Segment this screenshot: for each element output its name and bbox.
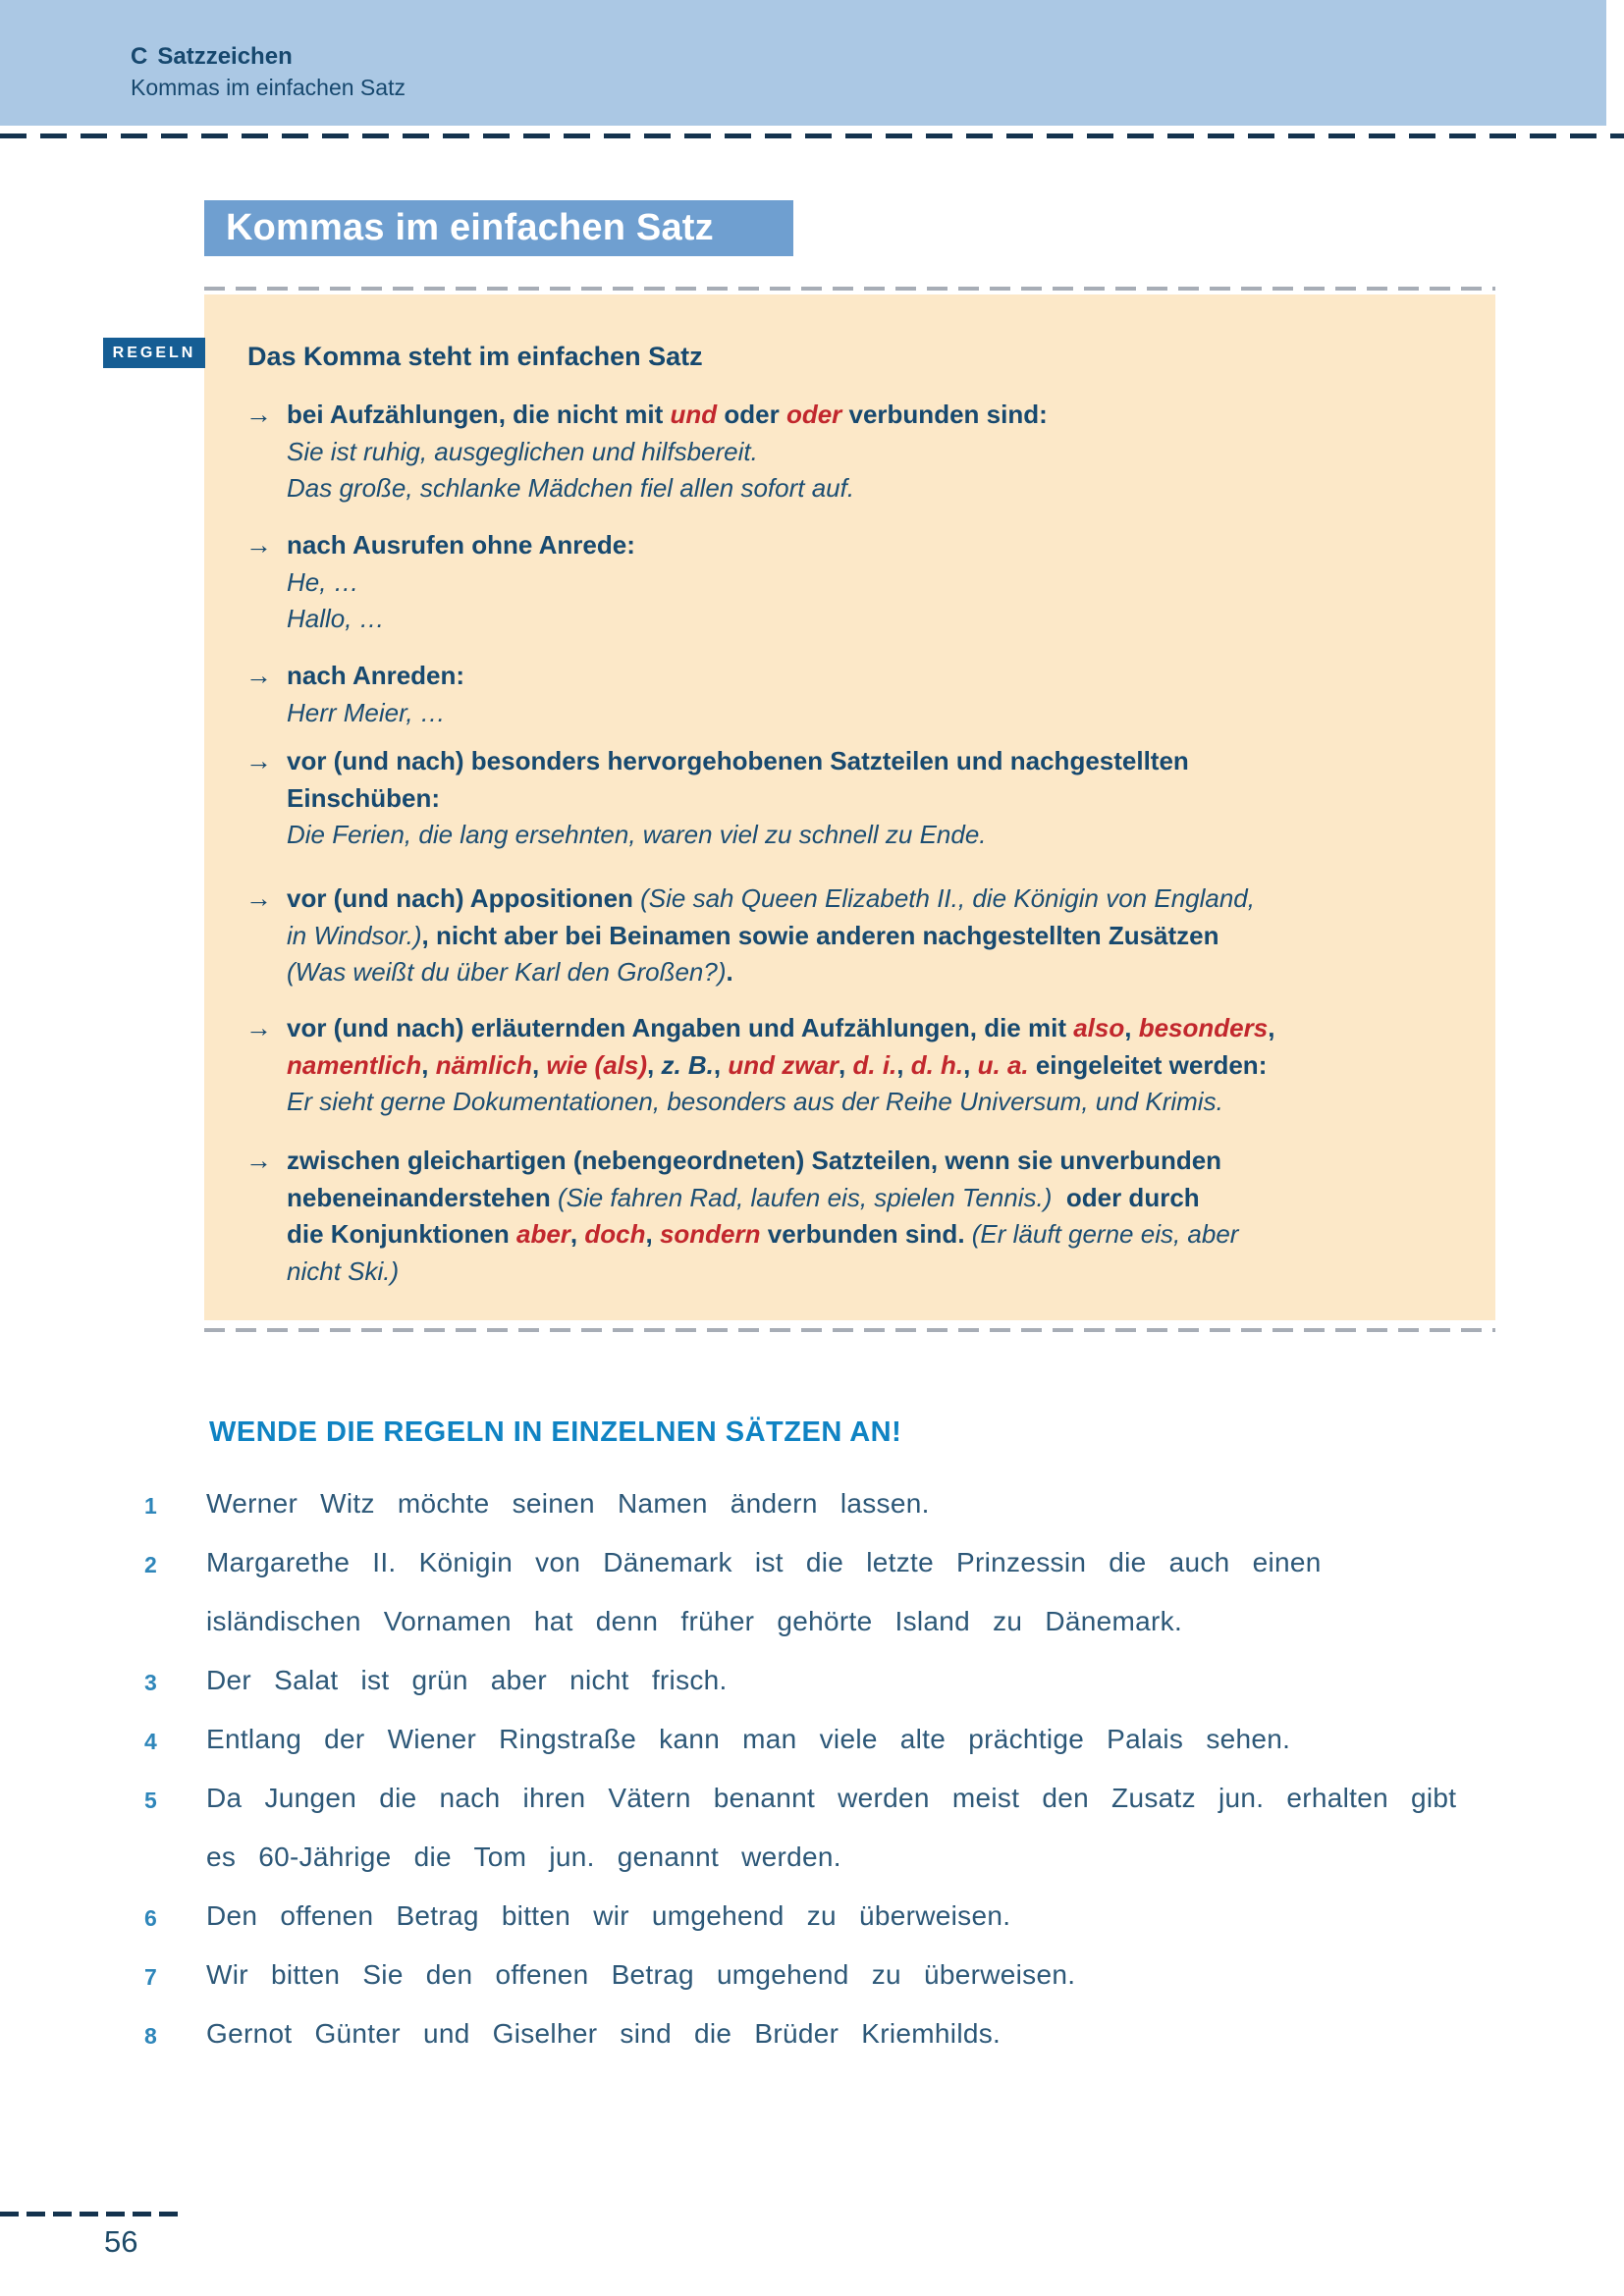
- rule-4-line-2: [287, 781, 440, 815]
- rule-text-segment: und zwar: [728, 1049, 839, 1080]
- rule-text-segment: ,: [647, 1049, 662, 1080]
- header-dashed-rule: [0, 133, 1624, 138]
- rule-text-segment: ,: [963, 1049, 978, 1080]
- rule-text-segment: besonders: [1138, 1013, 1269, 1042]
- rule-7-line-4: [287, 1255, 399, 1288]
- arrow-right-icon: →: [245, 1146, 272, 1175]
- rule-text-segment: .: [726, 957, 733, 987]
- rule-5-line-3: [287, 955, 733, 988]
- rule-text-segment: oder durch: [1052, 1182, 1200, 1212]
- rule-text-segment: ,: [1268, 1013, 1275, 1042]
- rule-3-line-1: [287, 659, 464, 692]
- rule-text-segment: wie (als): [546, 1049, 647, 1080]
- rule-text-segment: Hallo, …: [287, 604, 385, 633]
- rule-5-line-2: [287, 919, 1219, 952]
- rule-text-segment: Herr Meier, …: [287, 697, 446, 727]
- chapter-letter: C: [131, 43, 148, 70]
- arrow-right-icon: →: [245, 1013, 272, 1042]
- footer-dashed-rule: [0, 2212, 183, 2216]
- page-header-band: [0, 0, 1606, 126]
- exercise-number-6: 6: [144, 1905, 157, 1931]
- exercise-number-4: 4: [144, 1729, 157, 1754]
- rule-text-segment: nach Anreden:: [287, 661, 465, 690]
- rules-box-bottom-dash: [204, 1328, 1495, 1332]
- chapter-heading: [131, 43, 293, 71]
- exercise-6-line-1: Den offenen Betrag bitten wir umgehend zu überweisen.: [206, 1900, 1011, 1931]
- rule-text-segment: verbunden sind.: [760, 1219, 972, 1249]
- rule-text-segment: z. B.: [661, 1049, 714, 1080]
- exercise-number-3: 3: [144, 1670, 157, 1695]
- rule-6-line-1: [287, 1011, 1274, 1044]
- rule-text-segment: ,: [839, 1049, 853, 1080]
- rule-text-segment: nicht Ski.): [287, 1255, 400, 1286]
- exercise-4-line-1: Entlang der Wiener Ringstraße kann man viele alte prächtige Palais sehen.: [206, 1724, 1291, 1754]
- chapter-subtitle: Kommas im einfachen Satz: [131, 75, 406, 100]
- rule-text-segment: in Windsor.): [287, 920, 422, 950]
- exercise-5-line-2: es 60-Jährige die Tom jun. genannt werden.: [206, 1842, 841, 1872]
- arrow-right-icon: →: [245, 530, 272, 560]
- arrow-right-icon: →: [245, 400, 272, 429]
- rule-text-segment: verbunden sind:: [841, 400, 1048, 429]
- rule-text-segment: oder: [717, 400, 786, 429]
- rule-text-segment: aber: [516, 1219, 570, 1249]
- rule-text-segment: vor (und nach) Appositionen: [287, 883, 641, 913]
- exercise-5-line-1: Da Jungen die nach ihren Vätern benannt werden meist den Zusatz jun. erhalten gibt: [206, 1783, 1457, 1813]
- exercise-7-line-1: Wir bitten Sie den offenen Betrag umgehend zu überweisen.: [206, 1959, 1076, 1990]
- rule-4-line-3: [287, 818, 987, 851]
- exercise-2-line-2: isländischen Vornamen hat denn früher gehörte Island zu Dänemark.: [206, 1606, 1183, 1636]
- rule-text-segment: Die Ferien, die lang ersehnten, waren viel zu schnell zu Ende.: [287, 820, 987, 849]
- rule-text-segment: und: [670, 400, 718, 429]
- regeln-tag-label: REGELN: [112, 344, 196, 361]
- rule-text-segment: (Sie sah Queen Elizabeth II., die Königin von England,: [640, 883, 1255, 913]
- exercise-number-5: 5: [144, 1788, 157, 1813]
- rule-6-line-3: [287, 1085, 1223, 1118]
- page-number: 56: [104, 2224, 138, 2259]
- rule-text-segment: ,: [531, 1049, 547, 1080]
- exercise-1-line-1: Werner Witz möchte seinen Namen ändern lassen.: [206, 1488, 930, 1519]
- rule-text-segment: ,: [896, 1049, 911, 1080]
- rule-text-segment: (Er läuft gerne eis, aber: [971, 1219, 1239, 1249]
- rule-1-line-1: [287, 398, 1048, 431]
- rule-text-segment: Das große, schlanke Mädchen fiel allen sofort auf.: [287, 473, 855, 503]
- rule-text-segment: bei Aufzählungen, die nicht mit: [287, 400, 671, 429]
- regeln-tag: [103, 338, 205, 368]
- rule-text-segment: (Sie fahren Rad, laufen eis, spielen Tennis.): [557, 1182, 1053, 1212]
- rule-2-line-1: [287, 528, 635, 561]
- rule-text-segment: zwischen gleichartigen (nebengeordneten) Satzteilen, wenn sie unverbunden: [287, 1146, 1222, 1175]
- rule-2-line-2: [287, 565, 359, 599]
- rule-text-segment: u. a.: [977, 1049, 1029, 1080]
- rule-text-segment: ,: [1124, 1013, 1139, 1042]
- rule-text-segment: die Konjunktionen: [287, 1219, 516, 1249]
- rule-2-line-3: [287, 602, 385, 635]
- rule-text-segment: ,: [645, 1219, 660, 1249]
- section-title-box: [204, 200, 793, 256]
- arrow-right-icon: →: [245, 883, 272, 913]
- rule-text-segment: namentlich: [287, 1049, 422, 1080]
- rule-text-segment: also: [1073, 1013, 1125, 1042]
- rule-text-segment: sondern: [659, 1219, 761, 1249]
- rule-3-line-2: [287, 696, 446, 729]
- rule-text-segment: ,: [713, 1049, 729, 1080]
- rule-1-line-3: [287, 471, 854, 505]
- rule-text-segment: d. h.: [910, 1049, 964, 1080]
- rule-text-segment: nebeneinanderstehen: [287, 1182, 558, 1212]
- exercise-heading: WENDE DIE REGELN IN EINZELNEN SÄTZEN AN!: [209, 1416, 902, 1448]
- rule-6-line-2: [287, 1048, 1267, 1082]
- chapter-title: Satzzeichen: [157, 43, 293, 70]
- rule-text-segment: He, …: [287, 566, 359, 597]
- rule-7-line-2: [287, 1181, 1200, 1214]
- rule-4-line-1: [287, 744, 1189, 777]
- exercise-2-line-1: Margarethe II. Königin von Dänemark ist die letzte Prinzessin die auch einen: [206, 1547, 1322, 1577]
- rule-1-line-2: [287, 435, 758, 468]
- rule-7-line-3: [287, 1217, 1238, 1251]
- rule-text-segment: Er sieht gerne Dokumentationen, besonders aus der Reihe Universum, und Krimis.: [287, 1087, 1223, 1116]
- exercise-number-8: 8: [144, 2023, 157, 2049]
- rule-7-line-1: [287, 1144, 1221, 1177]
- rule-text-segment: , nicht aber bei Beinamen sowie anderen nachgestellten Zusätzen: [421, 920, 1219, 950]
- exercise-number-2: 2: [144, 1552, 157, 1577]
- section-title: Kommas im einfachen Satz: [226, 207, 714, 248]
- arrow-right-icon: →: [245, 661, 272, 690]
- rule-text-segment: doch: [584, 1219, 646, 1249]
- rules-box-top-dash: [204, 287, 1495, 291]
- exercise-3-line-1: Der Salat ist grün aber nicht frisch.: [206, 1665, 728, 1695]
- rule-text-segment: eingeleitet werden:: [1028, 1049, 1268, 1080]
- rule-text-segment: oder: [785, 400, 842, 429]
- exercise-number-1: 1: [144, 1493, 157, 1519]
- rule-text-segment: nach Ausrufen ohne Anrede:: [287, 530, 635, 560]
- rule-text-segment: ,: [421, 1049, 436, 1080]
- rule-text-segment: vor (und nach) erläuternden Angaben und Aufzählungen, die mit: [287, 1013, 1074, 1042]
- rule-text-segment: vor (und nach) besonders hervorgehobenen Satzteilen und nachgestellten: [287, 746, 1189, 775]
- arrow-right-icon: →: [245, 746, 272, 775]
- rules-heading: Das Komma steht im einfachen Satz: [247, 342, 703, 371]
- rule-5-line-1: [287, 881, 1255, 915]
- exercise-number-7: 7: [144, 1964, 157, 1990]
- rule-text-segment: Einschüben:: [287, 782, 441, 813]
- rule-text-segment: ,: [569, 1219, 585, 1249]
- rule-text-segment: d. i.: [852, 1049, 897, 1080]
- rule-text-segment: (Was weißt du über Karl den Großen?): [287, 957, 727, 987]
- rule-text-segment: nämlich: [435, 1049, 532, 1080]
- rule-text-segment: Sie ist ruhig, ausgeglichen und hilfsbereit.: [287, 436, 758, 466]
- exercise-8-line-1: Gernot Günter und Giselher sind die Brüder Kriemhilds.: [206, 2018, 1001, 2049]
